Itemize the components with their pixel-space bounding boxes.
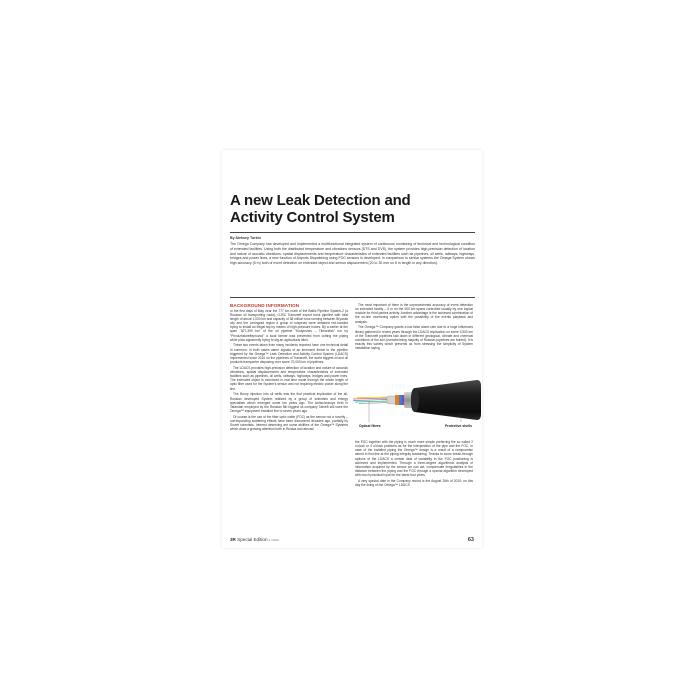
section-heading: BACKGROUND INFORMATION xyxy=(230,303,300,308)
right-column-bottom xyxy=(355,440,473,489)
left-paragraph-4: The Bump injection into oil wells was the first practical implication of the all-Russian developed System realized by a group of scientists and energy specialists which emerged some ten years ago. The Ashschrokoye field in Tatarstan employed by the Russian 5th biggest oil company Tatneft still uses the Omega™ equipment installed five to seven years ago. xyxy=(230,392,348,413)
abstract-rule xyxy=(230,297,475,298)
jacket-cut-end xyxy=(411,388,419,412)
label-optical-fibres: Optical fibres xyxy=(359,424,381,428)
left-paragraph-2: These two events taken from many incidents reported have one technical detail in common: in both cases alarm signals of an imminent threat to the pipeline triggered by the Omega™ Leak Detection and Activity Control System (LDACS) implemented since 2010 on the pipelines of Transneft, the world biggest oil and oil products transporter disposing over some 70,000 km of pipelines. xyxy=(230,343,348,365)
left-paragraph-5: Of course is the use of the fiber optic cable (FOC) as the sensor not a novelty – corresponding scattering effects have been discovered decades ago, partially by Soviet scientists. Interest deserving are some abilities of the Omega™ Systems which draw a growing attention both in Russia and abroad. xyxy=(230,414,348,432)
right-column-top xyxy=(355,303,473,352)
magazine-page xyxy=(222,150,482,548)
right-paragraph-2: The Omega™ Company grants a low false alarm rate due to a huge influences library gathered in recent years through the LDACS implication on some 3,500 km of the Transneft pipelines laid down in different geological, climate and chemical conditions of the soil (overwhelming majority of Russian pipelines are buried). It is exactly this variety which prevents us from stressing the simplicity of System installation laying xyxy=(355,325,473,351)
footer-brand: 3R xyxy=(230,537,236,542)
title-line-1: A new Leak Detection and xyxy=(230,192,411,209)
optical-fibres xyxy=(353,397,389,404)
left-column xyxy=(230,303,348,433)
page-number: 63 xyxy=(467,537,474,543)
buffer-tubes xyxy=(395,395,405,405)
footer-edition: Special Edition xyxy=(235,537,268,542)
article-title xyxy=(230,192,475,226)
label-protective-shells: Protective shells xyxy=(445,424,472,428)
title-line-2: Activity Control System xyxy=(230,209,395,226)
title-rule xyxy=(230,232,475,233)
left-paragraph-1: In the first days of May near the 777 km mark of the Baltic Pipeline System-2 (a Russian oil transporting route), OJSC Transneft export trunk pipeline with total length of about 1,000 km and capacity of 38 million tons running between Bryansk city and the Leningrad region a group of suspects were detained red-handed trying to install an illegal tap by means of high-pressure hoses. By a earlier at the span "307-399 km" of the oil pipeline "Kudyushev – Tikhoretsk" run by "Privolzhsknefteprovod" a local farmer was prevented from cutting the piping while plow apparently trying to dig an agricultural ditch. xyxy=(230,308,348,342)
left-paragraph-3: The LDACS provides high-precision detection of location and nature of acoustic vibrations, spatial displacements and temperature characteristics of extended facilities such as pipelines, oil wells, railways, highways, bridges and power lines. The extended object is monitored in real time mode through the whole length of optic fiber used for the System's sensor and not requiring electric power along the line. xyxy=(230,365,348,391)
right-paragraph-4: A very special date in the Company record is the August 26th of 2010: on this day the lining of the Omega™ LDACS xyxy=(355,479,473,488)
footer-issue: 4 / 2012 xyxy=(268,538,279,542)
cable-figure xyxy=(349,374,481,434)
right-paragraph-1: The most important of them is the unprecedented accuracy of event detection on extended facility – 5 m on the 900 km spans controlled usually by one logical module for third parties activity. Another advantage is the achieved combination of the on-line monitoring option with the possibility of the events playback and analysis. xyxy=(355,303,473,324)
protective-shell xyxy=(411,380,481,420)
article-abstract: The Omega Company has developed and implemented a multifunctional integrated system of continuous monitoring of technical and technological condition of extended facilities. Using both the distributed temperature and vibrations sensors (DTS and DVS), the system provides high-precision detection of location and nature of acoustic vibrations, spatial displacements and temperature characteristics of extended facilities such as pipelines, oil wells, railways, highways, bridges and power lines, a new function of Airports Dispatching using FOC sensors is developed. In comparison to similar systems the Omega System shows high accuracy (5 m) both of event detection on extended object and sensor displacement (20 to 30 mm on 6 m length in any direction). xyxy=(230,242,475,266)
author-byline: By Aleksey Turkin xyxy=(230,236,261,240)
right-paragraph-3: the FOC together with the piping is much more simple preferring the so called 2 o'clock or 4 o'clock positions as for the interposition of the pipe and the FOC. In case of the installed piping the Omega™ design is a result of a compromise aimed in first line at the piping integrity sustaining. Thanks to some break-through options of the LDACS a certain deal of variability in the FOC positioning is achieved and implemented. Through a three-degree algorithmic analysis of information acquired by the sensor we can act, compensate irregularities in the distance between the piping and the FOC through a special algorithm developed with much practical input for the latest four years. xyxy=(355,440,473,478)
footer-publication xyxy=(230,537,279,542)
